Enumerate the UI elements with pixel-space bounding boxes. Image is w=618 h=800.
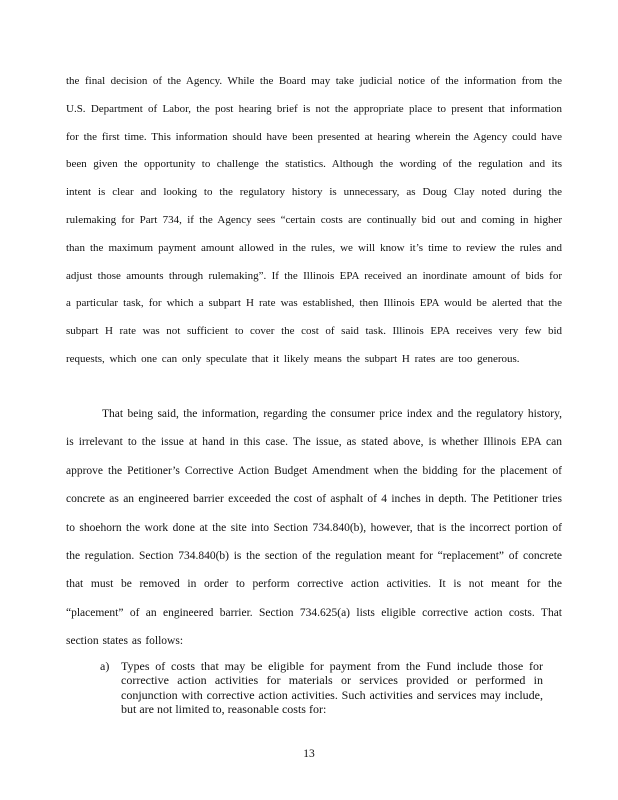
page-number: 13 [303,748,315,760]
body-paragraph-1: the final decision of the Agency. While the Board may take judicial notice of the information from the U.S. Department of Labor, the post hearing brief is not the appropriate place to present that information for the first time. This information should have been presented at hearing wherein the Agency could have been given the opportunity to challenge the statistics. Although the wording of the regulation and its intent is clear and looking to the regulatory history is unnecessary, as Doug Clay noted during the rulemaking for Part 734, if the Agency sees “certain costs are continually bid out and coming in higher than the maximum payment amount allowed in the rules, we will know it’s time to review the rules and adjust those amounts through rulemaking”. If the Illinois EPA received an inordinate amount of bids for a particular task, for which a subpart H rate was established, then Illinois EPA would be alerted that the subpart H rate was not sufficient to cover the cost of said task. Illinois EPA receives very few bid requests, which one can only speculate that it likely means the subpart H rates are too generous. [66,75,562,365]
regulation-quote: Types of costs that may be eligible for payment from the Fund include those for corrective action activities for materials or services provided or performed in conjunction with corrective action activities. Such activities and services may include, but are not limited to, reasonable costs for: [121,659,543,716]
body-paragraph-2: That being said, the information, regarding the consumer price index and the regulatory history, is irrelevant to the issue at hand in this case. The issue, as stated above, is whether Illinois EPA can approve the Petitioner’s Corrective Action Budget Amendment when the bidding for the placement of concrete as an engineered barrier exceeded the cost of asphalt of 4 inches in depth. The Petitioner tries to shoehorn the work done at the site into Section 734.840(b), however, that is the incorrect portion of the regulation. Section 734.840(b) is the section of the regulation meant for “replacement” of concrete that must be removed in order to perform corrective action activities. It is not meant for the “placement” of an engineered barrier. Section 734.625(a) lists eligible corrective action costs. That section states as follows: [66,408,562,648]
quote-list-marker: a) [100,659,110,673]
